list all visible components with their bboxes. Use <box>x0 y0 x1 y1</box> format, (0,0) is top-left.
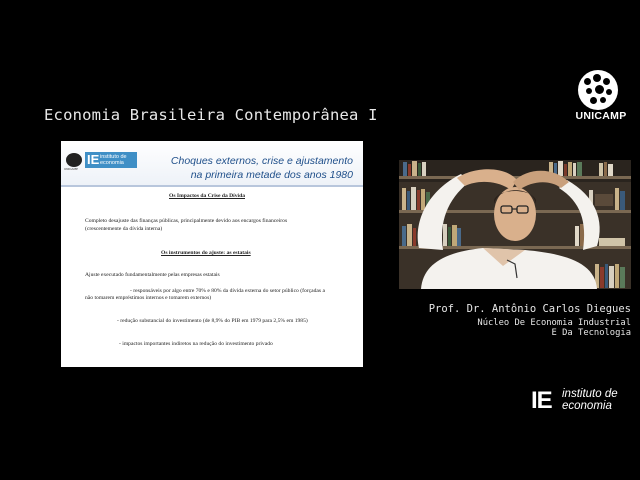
course-title: Economia Brasileira Contemporânea I <box>44 106 378 124</box>
unicamp-logo <box>570 70 632 124</box>
institute-logo-text-line1: instituto de <box>562 388 618 400</box>
presenter-video <box>399 160 631 289</box>
section1-line1: Completo desajuste das finanças públicas, principalmente devido aos encargos financeiros <box>85 218 288 224</box>
section2-heading: Os instrumentos do ajuste: as estatais <box>161 250 251 256</box>
presenter-video-frame <box>399 160 631 289</box>
institute-small-logo-text: instituto de economia <box>100 154 127 166</box>
lecture-slide <box>61 141 363 367</box>
bullet1-line1: - responsáveis por algo entre 70% e 80% da dívida externa do setor público (forçadas a <box>130 288 325 294</box>
institute-of-economics-logo <box>531 386 633 416</box>
slide-title-line1: Choques externos, crise e ajustamento <box>170 155 353 167</box>
institute-logo-text-line2: economia <box>562 400 612 412</box>
presenter-department-line1: Núcleo De Economia Industrial <box>477 318 631 328</box>
institute-small-logo <box>85 152 137 168</box>
unicamp-small-logo-icon <box>66 153 82 167</box>
slide-header <box>61 141 363 187</box>
institute-logo-mark: IE <box>531 387 552 414</box>
presenter-department-line2: E Da Tecnologia <box>551 328 631 338</box>
bullet2: - redução substancial do investimento (de 8,9% do PIB em 1979 para 2,5% em 1985) <box>117 318 308 324</box>
section2-intro: Ajuste executado fundamentalmente pelas empresas estatais <box>85 272 220 278</box>
section1-line2: (crescentemente da dívida interna) <box>85 226 163 232</box>
unicamp-emblem-icon <box>578 70 618 110</box>
institute-small-logo-mark: IE <box>87 152 100 167</box>
slide-logo-caption: UNICAMP <box>64 167 78 171</box>
unicamp-logo-text: UNICAMP <box>575 110 627 122</box>
slide-title-line2: na primeira metade dos anos 1980 <box>190 169 353 181</box>
bullet3: - impactos importantes indiretos na redução do investimento privado <box>119 341 273 347</box>
presenter-name: Prof. Dr. Antônio Carlos Diegues <box>428 303 631 315</box>
bullet1-line2: não tomarem empréstimos internos e tomarem externos) <box>85 295 212 301</box>
section1-heading: Os Impactos da Crise da Dívida <box>169 193 245 199</box>
